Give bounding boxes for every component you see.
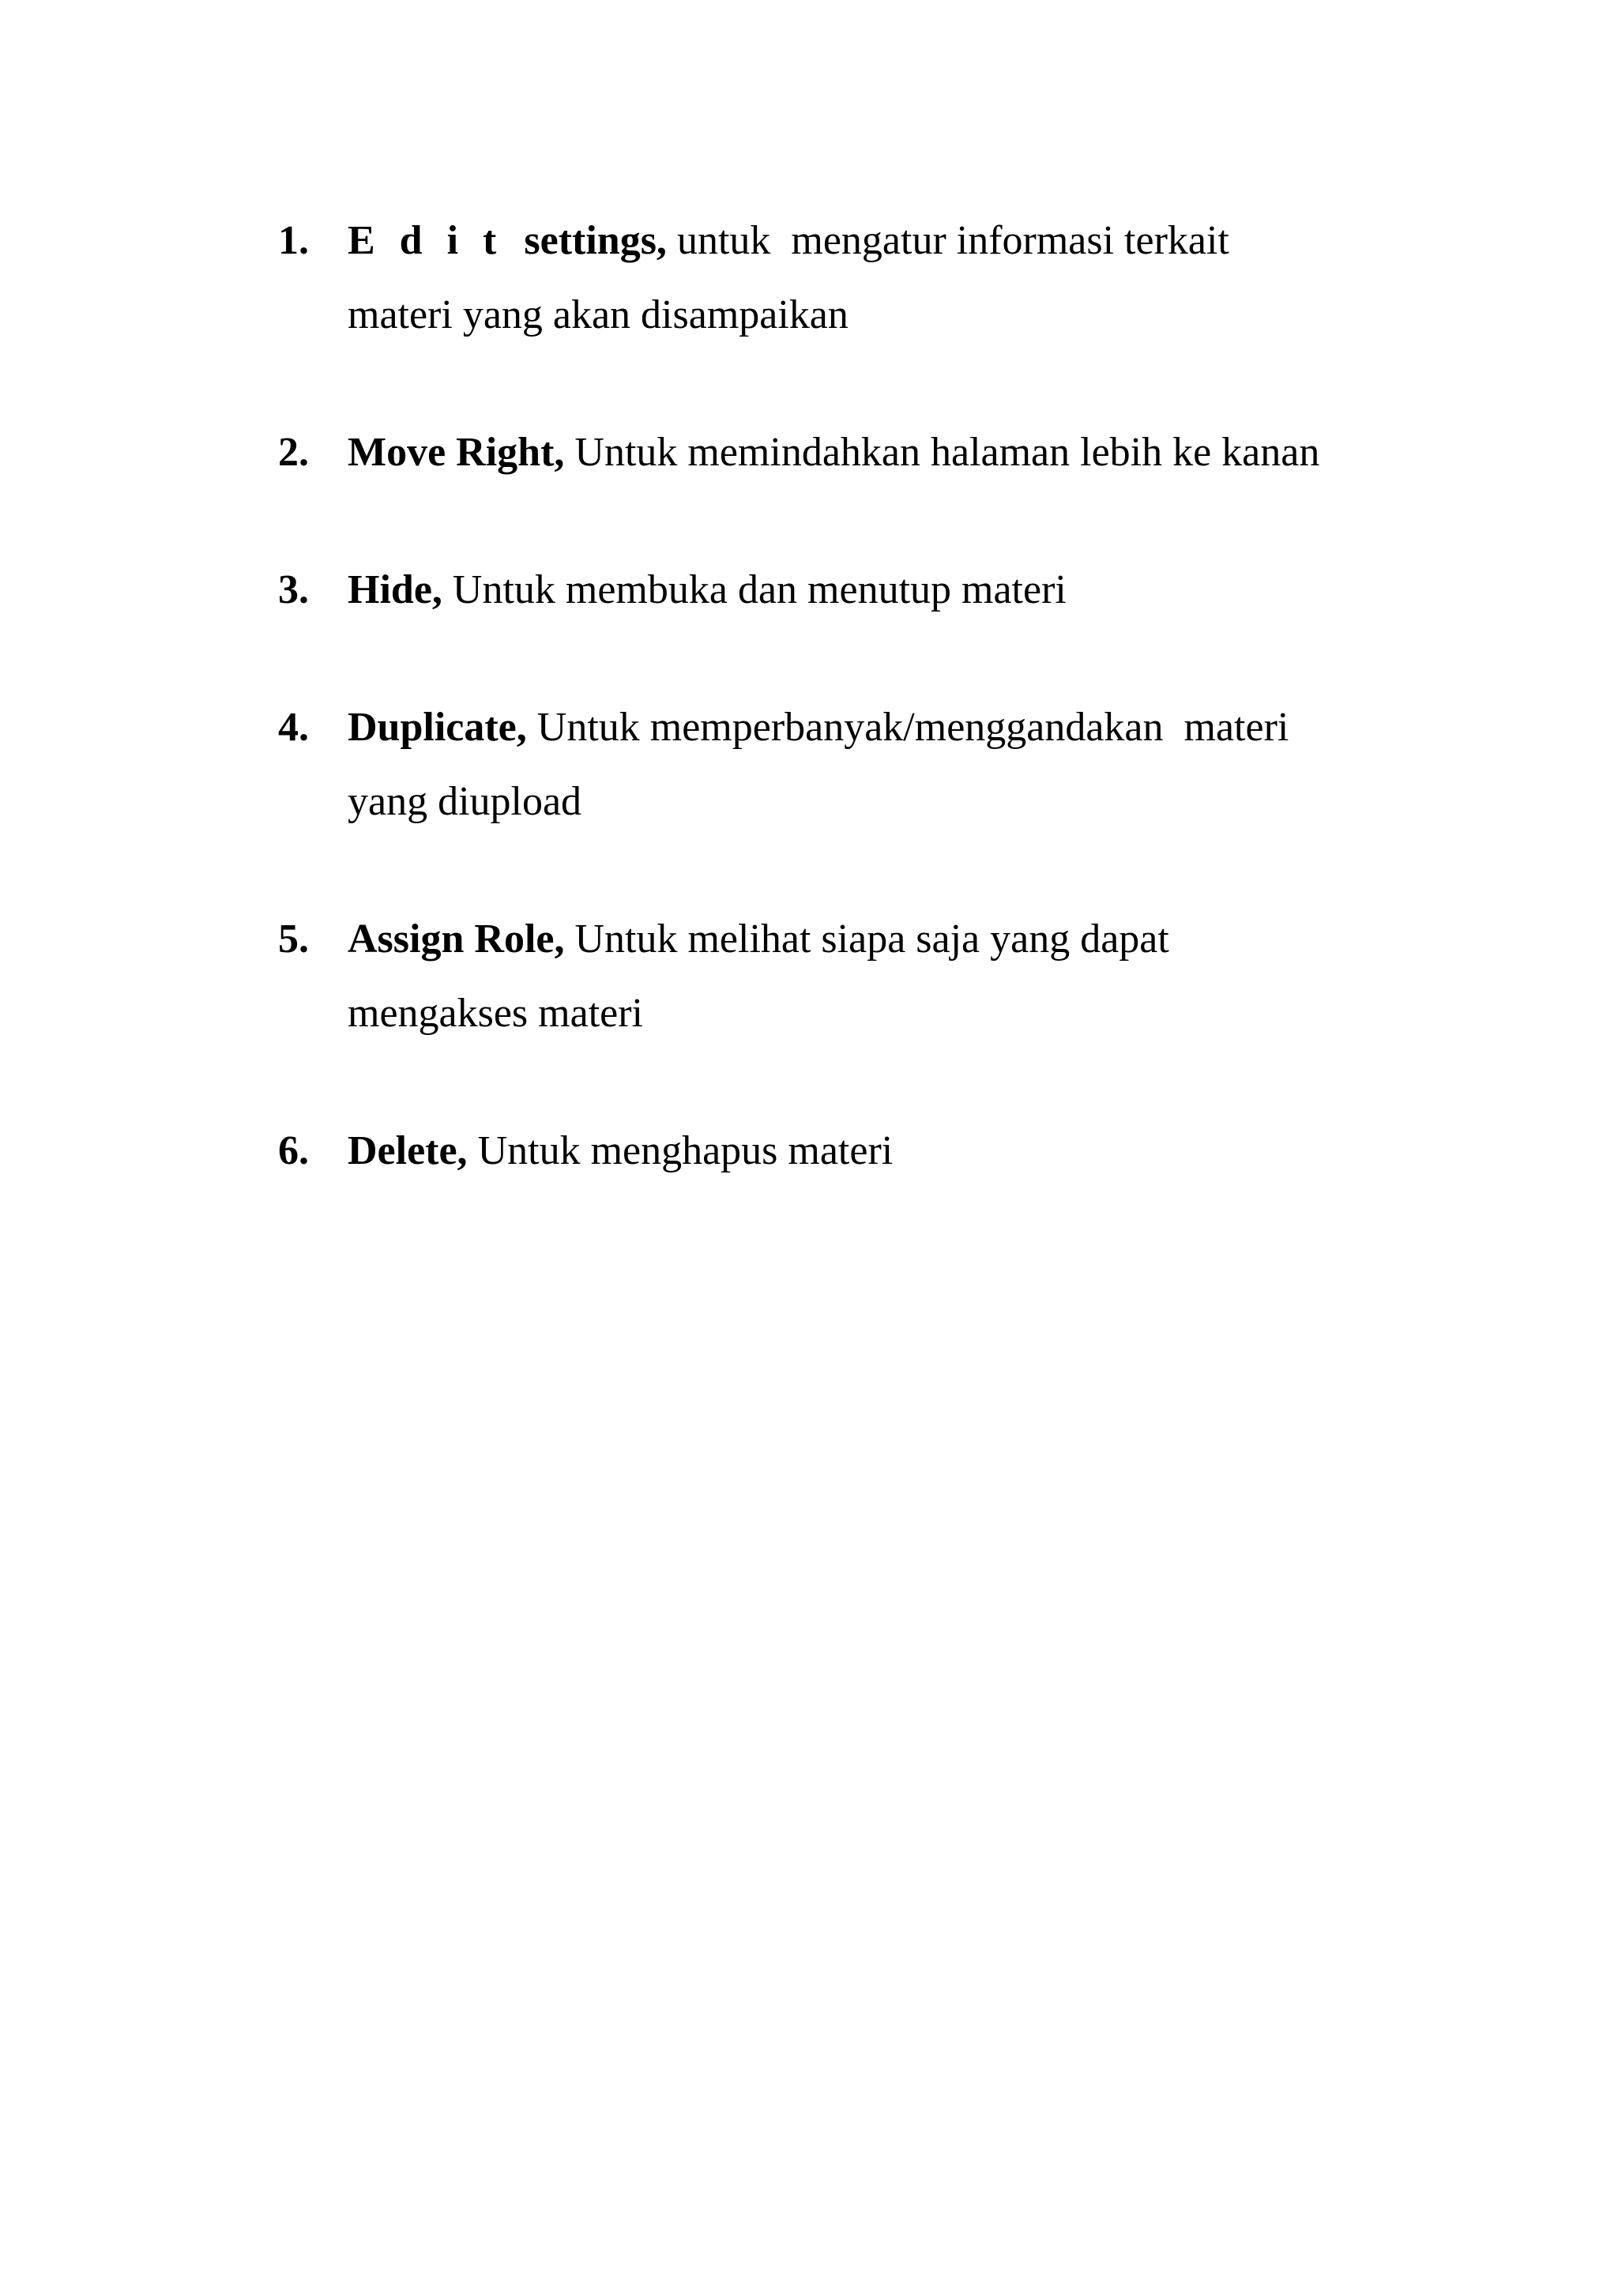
list-number: 3.: [278, 567, 309, 612]
list-item-line-2: yang diupload: [348, 779, 582, 824]
list-item-duplicate: [278, 691, 1511, 839]
list-item-text: [348, 691, 1511, 839]
description: Untuk melihat siapa saja yang dapat: [564, 917, 1169, 962]
description: Untuk menghapus materi: [467, 1128, 894, 1173]
description: Untuk memindahkan halaman lebih ke kanan: [564, 430, 1320, 475]
list-item-assign-role: [278, 902, 1511, 1051]
list-item-edit-settings: [278, 204, 1511, 352]
list-number: 4.: [278, 705, 309, 750]
list-number: 5.: [278, 917, 309, 962]
description: untuk mengatur informasi terkait: [666, 218, 1229, 263]
term-duplicate: Duplicate,: [348, 705, 527, 750]
list-item-text: [348, 902, 1511, 1051]
list-number: 1.: [278, 218, 309, 263]
list-item-text: [348, 416, 1511, 490]
list-item-line-1: [348, 691, 1511, 765]
term-edit: E d i t: [348, 218, 504, 263]
list-item-line-1: [348, 204, 1511, 278]
list-item-line-1: [348, 902, 1511, 977]
description: Untuk memperbanyak/menggandakan materi: [526, 705, 1289, 750]
term-assign-role: Assign Role,: [348, 917, 565, 962]
list-item-text: [348, 1114, 1511, 1188]
list-number: 2.: [278, 430, 309, 475]
list-item-line-1: [348, 416, 1511, 490]
list-item-delete: [278, 1114, 1511, 1188]
list-item-move-right: [278, 416, 1511, 490]
term-delete: Delete,: [348, 1128, 468, 1173]
list-item-line-1: [348, 553, 1511, 627]
list-item-hide: [278, 553, 1511, 627]
list-item-text: [348, 204, 1511, 352]
list-item-line-2: materi yang akan disampaikan: [348, 292, 849, 337]
feature-list: [278, 204, 1511, 1252]
description: Untuk membuka dan menutup materi: [442, 567, 1067, 612]
term-hide: Hide,: [348, 567, 442, 612]
term-settings: settings,: [503, 218, 667, 263]
term-move-right: Move Right,: [348, 430, 565, 475]
list-item-line-2: mengakses materi: [348, 991, 643, 1036]
list-item-text: [348, 553, 1511, 627]
list-number: 6.: [278, 1128, 309, 1173]
list-item-line-1: [348, 1114, 1511, 1188]
